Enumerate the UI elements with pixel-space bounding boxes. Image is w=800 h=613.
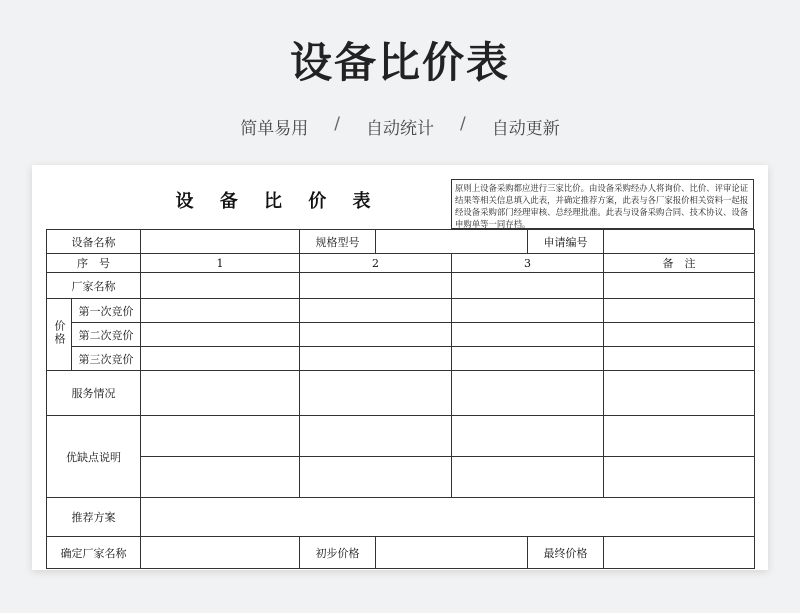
table-row <box>47 371 755 416</box>
device-name-label: 设备名称 <box>47 230 141 254</box>
recommendation-label: 推荐方案 <box>47 498 141 537</box>
pros-cons-vendor-2-cell[interactable] <box>300 416 452 457</box>
vendor-name-label: 厂家名称 <box>47 273 141 299</box>
document-title: 设 备 比 价 表 <box>175 191 381 212</box>
vendor-column-3: 3 <box>452 254 604 273</box>
initial-price-cell[interactable] <box>376 537 528 569</box>
service-label: 服务情况 <box>47 371 141 416</box>
request-no-label: 申请编号 <box>528 230 604 254</box>
price-label: 价格 <box>47 299 72 371</box>
service-remarks-cell[interactable] <box>604 371 755 416</box>
spec-model-label: 规格型号 <box>300 230 376 254</box>
bid-2-label: 第二次竞价 <box>72 323 141 347</box>
bid-1-vendor-2-cell[interactable] <box>300 299 452 323</box>
banner-subtitle <box>0 114 800 139</box>
document-sheet <box>32 165 768 570</box>
device-name-cell[interactable] <box>141 230 300 254</box>
pros-cons-vendor-2-cell[interactable] <box>300 457 452 498</box>
subtitle-item: 自动更新 <box>491 119 560 139</box>
bid-3-vendor-3-cell[interactable] <box>452 347 604 371</box>
pros-cons-remarks-cell[interactable] <box>604 416 755 457</box>
bid-2-vendor-1-cell[interactable] <box>141 323 300 347</box>
remarks-cell[interactable] <box>604 273 755 299</box>
table-row <box>47 416 755 457</box>
comparison-form-table <box>46 229 755 569</box>
bid-1-vendor-1-cell[interactable] <box>141 299 300 323</box>
pros-cons-label: 优缺点说明 <box>47 416 141 498</box>
subtitle-separator: / <box>334 114 340 134</box>
confirmed-vendor-cell[interactable] <box>141 537 300 569</box>
table-row <box>47 323 755 347</box>
confirmed-vendor-label: 确定厂家名称 <box>47 537 141 569</box>
table-row <box>47 299 755 323</box>
service-vendor-3-cell[interactable] <box>452 371 604 416</box>
table-row <box>47 457 755 498</box>
vendor-column-2: 2 <box>300 254 452 273</box>
bid-3-remarks-cell[interactable] <box>604 347 755 371</box>
bid-2-remarks-cell[interactable] <box>604 323 755 347</box>
serial-no-label: 序 号 <box>47 254 141 273</box>
table-row <box>47 230 755 254</box>
bid-2-vendor-2-cell[interactable] <box>300 323 452 347</box>
pros-cons-remarks-cell[interactable] <box>604 457 755 498</box>
table-row <box>47 537 755 569</box>
bid-1-remarks-cell[interactable] <box>604 299 755 323</box>
bid-1-label: 第一次竞价 <box>72 299 141 323</box>
bid-3-vendor-1-cell[interactable] <box>141 347 300 371</box>
pros-cons-vendor-3-cell[interactable] <box>452 457 604 498</box>
table-row <box>47 254 755 273</box>
subtitle-item: 简单易用 <box>240 119 309 139</box>
table-row <box>47 498 755 537</box>
request-no-cell[interactable] <box>604 230 755 254</box>
initial-price-label: 初步价格 <box>300 537 376 569</box>
subtitle-separator: / <box>460 114 466 134</box>
table-row <box>47 347 755 371</box>
service-vendor-1-cell[interactable] <box>141 371 300 416</box>
vendor-1-name-cell[interactable] <box>141 273 300 299</box>
vendor-3-name-cell[interactable] <box>452 273 604 299</box>
banner-title: 设备比价表 <box>289 38 510 87</box>
final-price-label: 最终价格 <box>528 537 604 569</box>
service-vendor-2-cell[interactable] <box>300 371 452 416</box>
subtitle-item: 自动统计 <box>366 119 434 139</box>
bid-1-vendor-3-cell[interactable] <box>452 299 604 323</box>
vendor-2-name-cell[interactable] <box>300 273 452 299</box>
recommendation-cell[interactable] <box>141 498 755 537</box>
spec-model-cell[interactable] <box>376 230 528 254</box>
pros-cons-vendor-1-cell[interactable] <box>141 416 300 457</box>
pros-cons-vendor-3-cell[interactable] <box>452 416 604 457</box>
final-price-cell[interactable] <box>604 537 755 569</box>
bid-2-vendor-3-cell[interactable] <box>452 323 604 347</box>
pros-cons-vendor-1-cell[interactable] <box>141 457 300 498</box>
vendor-column-1: 1 <box>141 254 300 273</box>
bid-3-label: 第三次竞价 <box>72 347 141 371</box>
table-row <box>47 273 755 299</box>
instruction-note: 原则上设备采购都应进行三家比价。由设备采购经办人将询价、比价、评审论证结果等相关信息填入此表，并确定推荐方案，此表与各厂家报价相关资料一起报经设备采购部门经理审核、总经理批准。此表与设备采购合同、技术协议、设备申购单等一同存档。 <box>451 179 754 229</box>
bid-3-vendor-2-cell[interactable] <box>300 347 452 371</box>
remarks-label: 备 注 <box>604 254 755 273</box>
